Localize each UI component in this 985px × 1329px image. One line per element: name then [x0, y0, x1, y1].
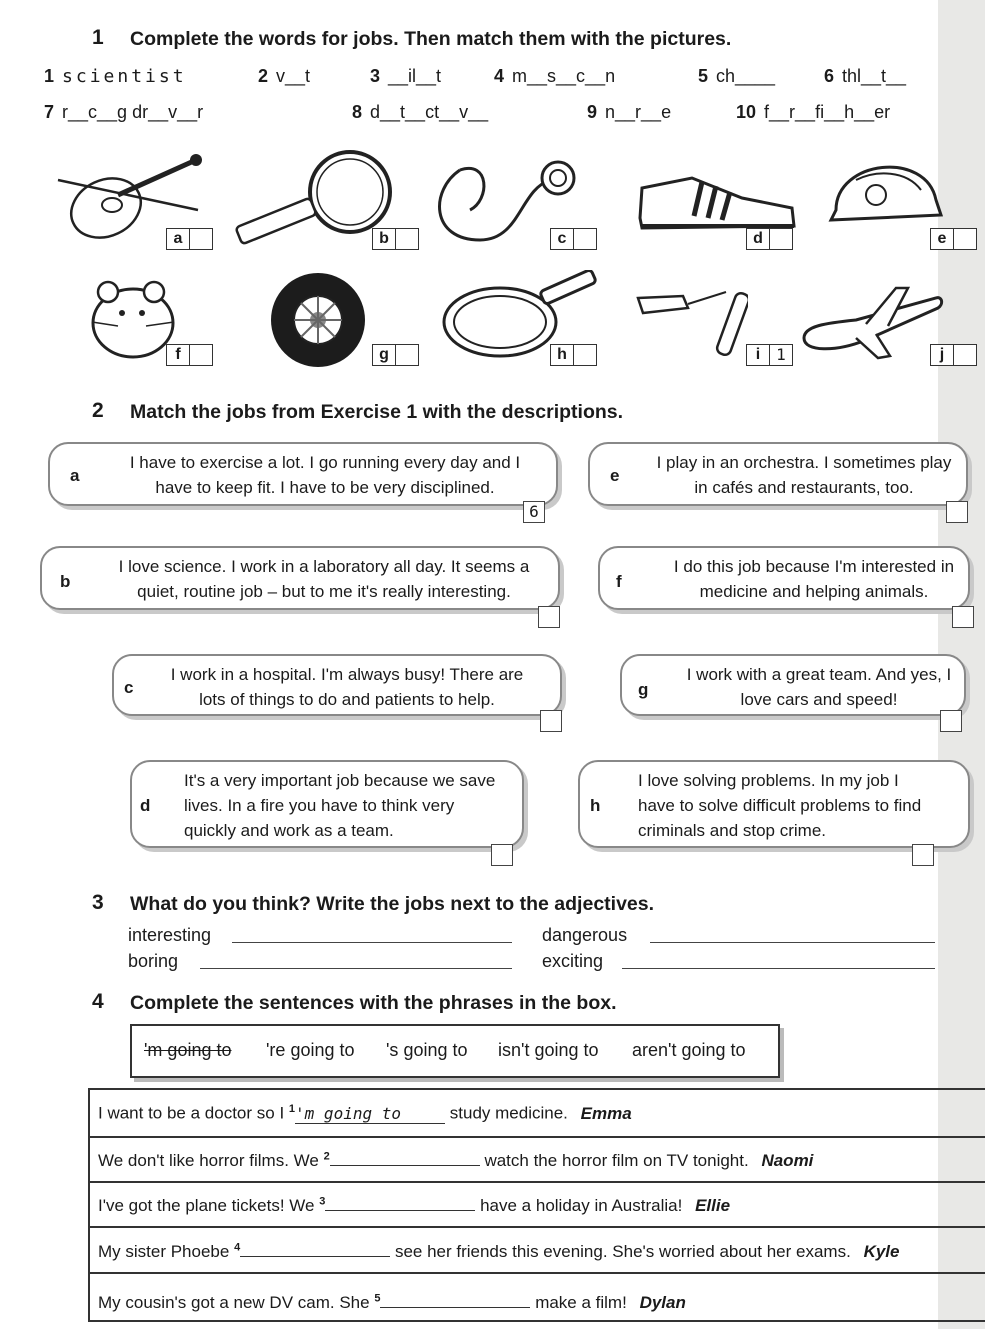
answer-line-boring[interactable]: [200, 968, 512, 969]
description-bubble-g: g I work with a great team. And yes, I love cars and speed!: [620, 654, 966, 716]
aeroplane-icon: [796, 268, 946, 363]
table-rule: [88, 1181, 985, 1183]
answer-line-interesting[interactable]: [232, 942, 512, 943]
picture-answer-box-d[interactable]: d: [746, 228, 793, 250]
test-tube-icon: [628, 268, 748, 363]
word-item-6: 6 thl__t__: [824, 66, 907, 86]
exercise-2-title: Match the jobs from Exercise 1 with the descriptions.: [130, 401, 624, 423]
answer-line-exciting[interactable]: [622, 968, 935, 969]
description-bubble-c: c I work in a hospital. I'm always busy! There are lots of things to do and patients to help.: [112, 654, 562, 716]
word-item-7: 7 r__c__g dr__v__r: [44, 102, 204, 122]
exercise-2-number: 2: [92, 399, 104, 422]
word-item-4: 4 m__s__c__n: [494, 66, 616, 86]
picture-answer-box-b[interactable]: b: [372, 228, 419, 250]
answer-blank[interactable]: [325, 1194, 475, 1211]
phrase-item: 're going to: [266, 1040, 355, 1060]
answer-box-c[interactable]: [540, 710, 562, 732]
word-item-3: 3 __il__t: [370, 66, 442, 86]
exercise-3-title: What do you think? Write the jobs next to the adjectives.: [130, 893, 655, 915]
picture-answer-box-e[interactable]: e: [930, 228, 977, 250]
adjective-exciting: exciting: [542, 951, 604, 971]
picture-answer-box-g[interactable]: g: [372, 344, 419, 366]
sentence-row: My sister Phoebe $^4$ see her friends this evening. She's worried about her exams. Kyle: [98, 1241, 900, 1261]
table-rule: [88, 1088, 985, 1090]
phrase-item: 's going to: [386, 1040, 468, 1060]
adjective-dangerous: dangerous: [542, 925, 628, 945]
adjective-interesting: interesting: [128, 925, 212, 945]
table-rule: [88, 1320, 985, 1322]
answer-blank[interactable]: [240, 1240, 390, 1257]
description-bubble-d: d It's a very important job because we save lives. In a fire you have to think very quickly and work as a team.: [130, 760, 524, 848]
exercise-4-title: Complete the sentences with the phrases in the box.: [130, 992, 617, 1014]
description-bubble-h: h I love solving problems. In my job I have to solve difficult problems to find criminals and stop crime.: [578, 760, 970, 848]
picture-answer-box-c[interactable]: c: [550, 228, 597, 250]
answer-blank[interactable]: [380, 1291, 530, 1308]
description-bubble-e: e I play in an orchestra. I sometimes play in cafés and restaurants, too.: [588, 442, 968, 506]
sentence-row: We don't like horror films. We $^2$ watch the horror film on TV tonight. Naomi: [98, 1150, 814, 1170]
phrase-box: [130, 1024, 780, 1078]
word-item-1: 1 scientist: [44, 66, 187, 87]
answer-box-d[interactable]: [491, 844, 513, 866]
answer-box-h[interactable]: [912, 844, 934, 866]
running-shoe-icon: [632, 158, 802, 238]
exercise-3-number: 3: [92, 891, 104, 914]
picture-answer-box-a[interactable]: a: [166, 228, 213, 250]
exercise-1-number: 1: [92, 26, 104, 49]
answer-box-b[interactable]: [538, 606, 560, 628]
picture-answer-box-f[interactable]: f: [166, 344, 213, 366]
answer-box-f[interactable]: [952, 606, 974, 628]
racing-tyre-icon: [268, 270, 368, 370]
adjective-boring: boring: [128, 951, 179, 971]
table-rule: [88, 1136, 985, 1138]
answer-box-a[interactable]: 6: [523, 501, 545, 523]
exercise-4-number: 4: [92, 990, 104, 1013]
description-bubble-b: b I love science. I work in a laboratory all day. It seems a quiet, routine job – but to me it's really interesting.: [40, 546, 560, 610]
firefighter-helmet-icon: [826, 150, 946, 240]
sentence-row: My cousin's got a new DV cam. She $^5$ make a film! Dylan: [98, 1292, 686, 1312]
answer-box-g[interactable]: [940, 710, 962, 732]
word-item-9: 9 n__r__e: [587, 102, 672, 122]
word-item-10: 10 f__r__fi__h__er: [736, 102, 891, 122]
table-rule: [88, 1272, 985, 1274]
table-border: [88, 1088, 90, 1320]
word-item-2: 2 v__t: [258, 66, 311, 86]
word-item-8: 8 d__t__ct__v__: [352, 102, 489, 122]
word-item-5: 5 ch____: [698, 66, 776, 86]
phrase-item: aren't going to: [632, 1040, 746, 1060]
sentence-row: I want to be a doctor so I $^1$'m going to study medicine. Emma: [98, 1103, 632, 1123]
handwritten-answer[interactable]: 'm going to: [295, 1104, 445, 1124]
picture-answer-box-h[interactable]: h: [550, 344, 597, 366]
description-bubble-a: a I have to exercise a lot. I go running every day and I have to keep fit. I have to be very disciplined.: [48, 442, 558, 506]
exercise-1-title: Complete the words for jobs. Then match them with the pictures.: [130, 28, 732, 50]
answer-box-e[interactable]: [946, 501, 968, 523]
sentence-row: I've got the plane tickets! We $^3$ have a holiday in Australia! Ellie: [98, 1195, 731, 1215]
answer-blank[interactable]: [330, 1149, 480, 1166]
description-bubble-f: f I do this job because I'm interested in medicine and helping animals.: [598, 546, 970, 610]
phrase-used: 'm going to: [144, 1040, 232, 1060]
table-rule: [88, 1226, 985, 1228]
phrase-item: isn't going to: [498, 1040, 599, 1060]
picture-answer-box-j[interactable]: j: [930, 344, 977, 366]
handwritten-answer: scientist: [62, 66, 187, 87]
picture-answer-box-i[interactable]: i 1: [746, 344, 793, 366]
answer-line-dangerous[interactable]: [650, 942, 935, 943]
